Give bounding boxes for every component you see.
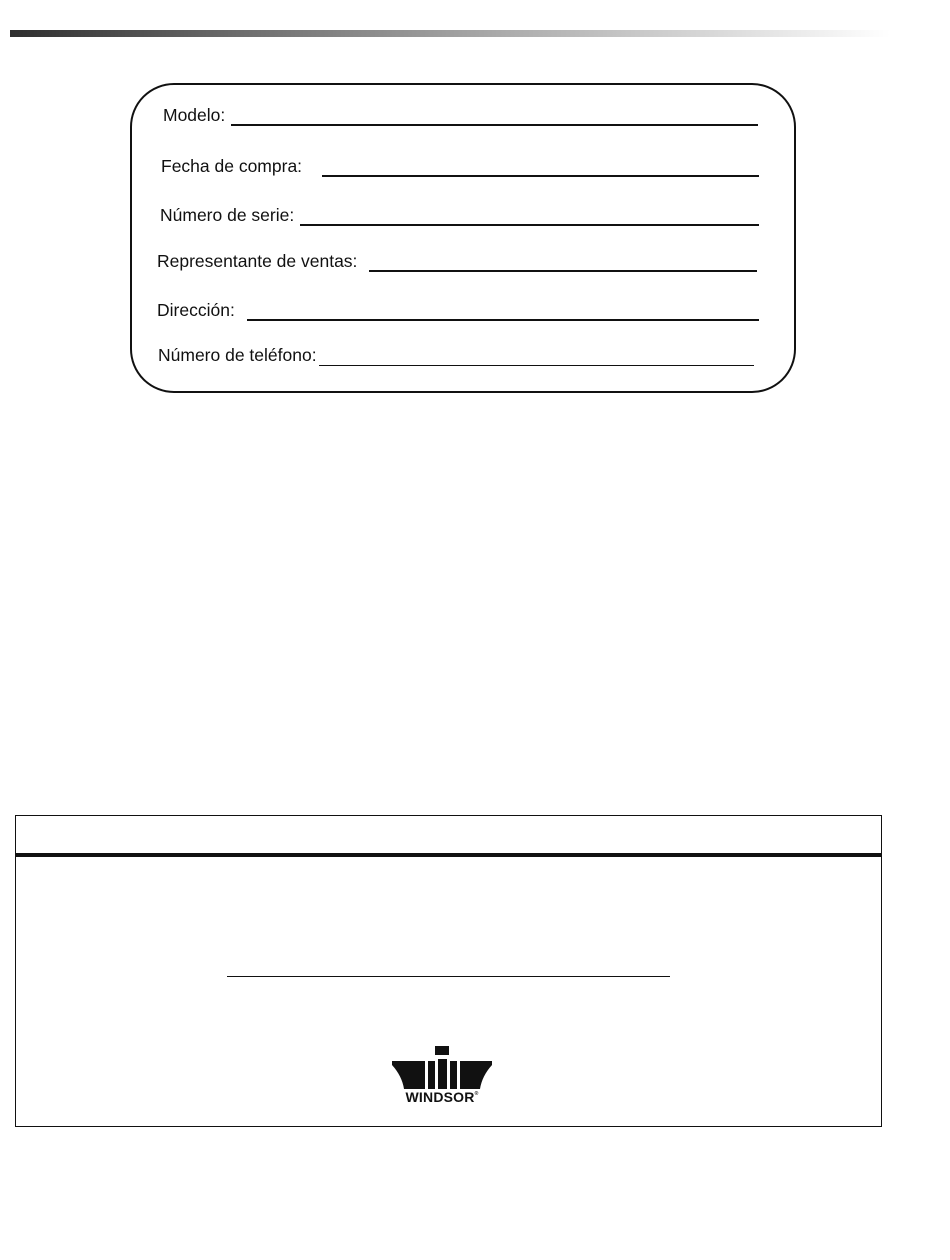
signature-line: [227, 976, 670, 977]
purchase-date-field: [161, 154, 759, 178]
sales-rep-input-line[interactable]: [369, 270, 757, 272]
header-gradient-rule: [10, 30, 890, 37]
address-field: [157, 298, 759, 322]
sales-rep-label: Representante de ventas:: [157, 251, 358, 271]
purchase-date-label: Fecha de compra:: [161, 156, 303, 176]
phone-number-label: Número de teléfono:: [158, 345, 317, 365]
back-cover-box: [15, 815, 882, 1127]
phone-number-field: [158, 343, 754, 367]
serial-number-input-line[interactable]: [300, 224, 759, 226]
model-input-line[interactable]: [231, 124, 758, 126]
serial-number-field: [160, 203, 759, 227]
purchase-date-input-line[interactable]: [322, 175, 759, 177]
model-field: [163, 103, 758, 127]
phone-number-input-line[interactable]: [319, 365, 754, 366]
windsor-logo: [390, 1046, 494, 1106]
address-label: Dirección:: [157, 300, 235, 320]
address-input-line[interactable]: [247, 319, 759, 321]
model-label: Modelo:: [163, 105, 226, 125]
purchase-record-card: [130, 83, 796, 393]
serial-number-label: Número de serie:: [160, 205, 295, 225]
brand-name: WINDSOR®: [405, 1089, 479, 1105]
sales-rep-field: [157, 249, 757, 273]
windsor-logo-icon: [390, 1046, 494, 1090]
box-header-rule: [16, 853, 881, 857]
registered-mark: ®: [474, 1091, 479, 1097]
